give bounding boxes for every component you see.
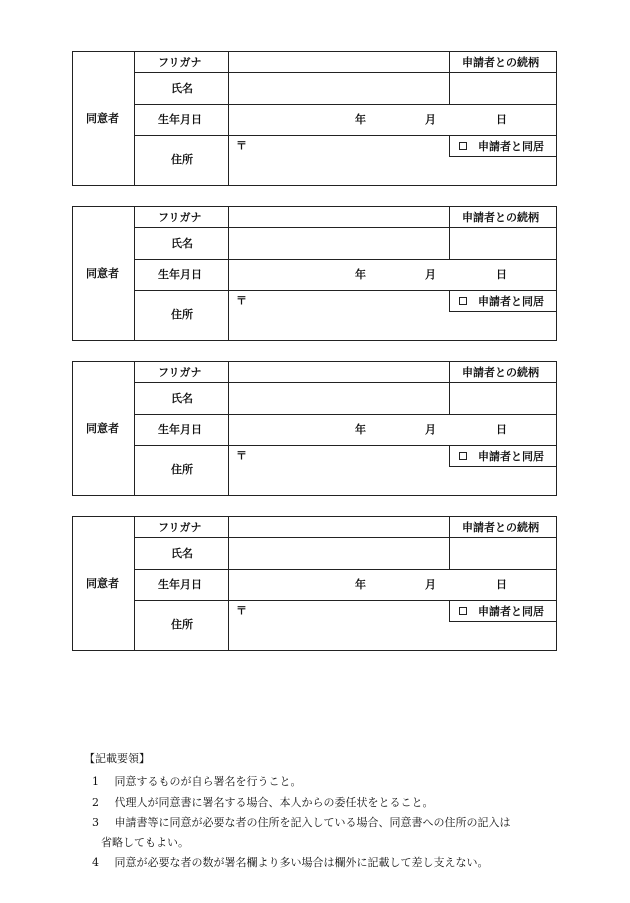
instruction-number: 2 [92,796,99,809]
year-label: 年 [355,423,366,436]
furigana-field[interactable] [229,52,449,72]
relationship-field[interactable] [449,383,556,414]
cohabit-checkbox[interactable] [459,142,467,150]
instructions-title: 【記載要領】 [84,752,150,765]
instruction-text: 申請書等に同意が必要な者の住所を記入している場合、同意書への住所の記入は [114,816,511,829]
instruction-item-2 [92,794,434,810]
consenter-form [72,516,557,651]
instruction-item-3 [92,814,511,830]
birthdate-label: 生年月日 [158,578,202,591]
instruction-item-3-cont [101,834,189,850]
year-label: 年 [355,578,366,591]
day-label: 日 [496,423,507,436]
birthdate-label: 生年月日 [158,268,202,281]
consenter-label: 同意者 [86,577,119,590]
postal-mark: 〒 [236,449,247,462]
name-field[interactable] [229,228,449,259]
cohabit-label: 申請者と同居 [478,140,544,153]
cohabit-label: 申請者と同居 [478,295,544,308]
relationship-label: 申請者との続柄 [462,366,539,379]
name-label: 氏名 [171,82,193,95]
consenter-label: 同意者 [86,422,119,435]
month-label: 月 [425,578,436,591]
consenter-form [72,206,557,341]
furigana-label: フリガナ [158,56,202,69]
name-label: 氏名 [171,547,193,560]
furigana-field[interactable] [229,207,449,227]
address-label: 住所 [171,308,193,321]
instruction-number: 4 [92,856,99,869]
year-label: 年 [355,113,366,126]
furigana-field[interactable] [229,517,449,537]
consenter-form [72,51,557,186]
month-label: 月 [425,113,436,126]
month-label: 月 [425,423,436,436]
address-label: 住所 [171,618,193,631]
instruction-text: 省略してもよい。 [101,836,189,849]
furigana-label: フリガナ [158,521,202,534]
birthdate-label: 生年月日 [158,423,202,436]
postal-mark: 〒 [236,294,247,307]
month-label: 月 [425,268,436,281]
cohabit-label: 申請者と同居 [478,450,544,463]
relationship-label: 申請者との続柄 [462,521,539,534]
instruction-text: 同意が必要な者の数が署名欄より多い場合は欄外に記載して差し支えない。 [114,856,489,869]
instruction-item-4 [92,854,489,870]
address-label: 住所 [171,153,193,166]
consenter-label: 同意者 [86,112,119,125]
address-label: 住所 [171,463,193,476]
instruction-number: 1 [92,775,99,788]
address-field[interactable] [229,601,449,650]
postal-mark: 〒 [236,604,247,617]
cohabit-checkbox[interactable] [459,452,467,460]
postal-mark: 〒 [236,139,247,152]
year-label: 年 [355,268,366,281]
name-field[interactable] [229,383,449,414]
address-field[interactable] [229,446,449,495]
name-label: 氏名 [171,237,193,250]
name-field[interactable] [229,538,449,569]
name-field[interactable] [229,73,449,104]
relationship-label: 申請者との続柄 [462,211,539,224]
furigana-label: フリガナ [158,211,202,224]
instruction-number: 3 [92,816,99,829]
birthdate-label: 生年月日 [158,113,202,126]
furigana-field[interactable] [229,362,449,382]
furigana-label: フリガナ [158,366,202,379]
day-label: 日 [496,268,507,281]
address-field[interactable] [229,136,449,185]
instruction-text: 代理人が同意書に署名する場合、本人からの委任状をとること。 [114,796,434,809]
consenter-form [72,361,557,496]
consenter-label: 同意者 [86,267,119,280]
relationship-field[interactable] [449,538,556,569]
relationship-field[interactable] [449,228,556,259]
instruction-text: 同意するものが自ら署名を行うこと。 [114,775,302,788]
cohabit-checkbox[interactable] [459,297,467,305]
cohabit-checkbox[interactable] [459,607,467,615]
name-label: 氏名 [171,392,193,405]
instruction-item-1 [92,773,302,789]
cohabit-label: 申請者と同居 [478,605,544,618]
day-label: 日 [496,578,507,591]
day-label: 日 [496,113,507,126]
relationship-label: 申請者との続柄 [462,56,539,69]
relationship-field[interactable] [449,73,556,104]
address-field[interactable] [229,291,449,340]
